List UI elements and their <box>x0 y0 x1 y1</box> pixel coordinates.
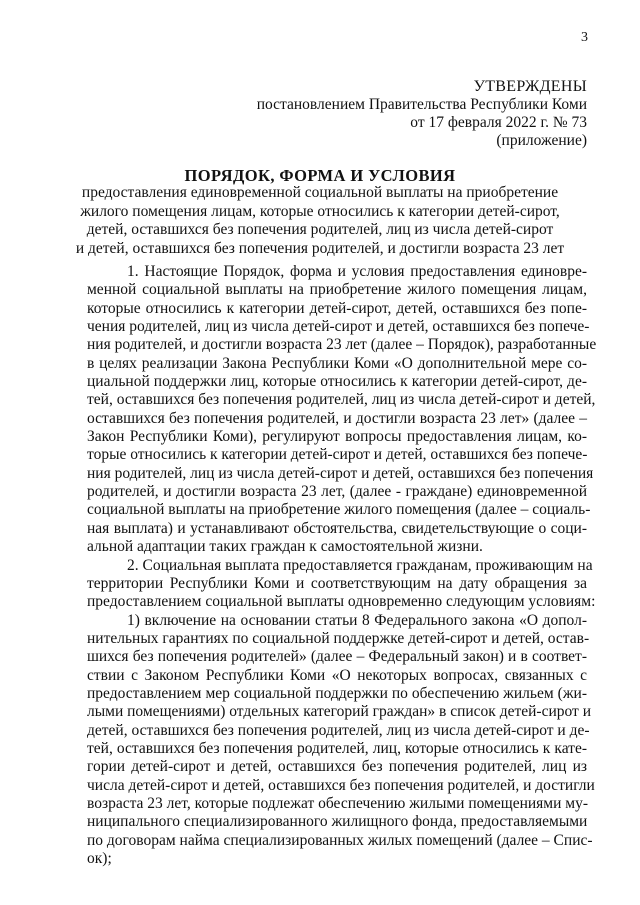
paragraph-3-line: ок); <box>87 850 112 867</box>
paragraph-3-line: шихся без попечения родителей» (далее – Федеральный закон) и в соответ- <box>87 648 587 666</box>
approval-block <box>257 78 587 150</box>
paragraph-3-line: по договорам найма специализированных жилых помещений (далее – Спис- <box>87 831 593 849</box>
paragraph-3-line: нительных гарантиях по социальной поддержке детей-сирот и детей, остав- <box>87 629 590 647</box>
paragraph-3-line: 1) включение на основании статьи 8 Федерального закона «О допол- <box>127 611 587 629</box>
document-body <box>87 263 597 868</box>
paragraph-1-line: циальной поддержки лиц, которые относились к категории детей-сирот, де- <box>87 373 587 391</box>
paragraph-1-line: социальной выплаты на приобретение жилого помещения (далее – социаль- <box>87 501 591 519</box>
approval-line-1: постановлением Правительства Республики Коми <box>256 96 587 113</box>
subtitle-line: предоставления единовременной социальной выплаты на приобретение <box>81 184 559 201</box>
paragraph-2-line: 2. Социальная выплата предоставляется гражданам, проживающим на <box>127 556 593 574</box>
paragraph-1-line: оставшихся без попечения родителей, и достигли возраста 23 лет» (далее – <box>87 409 587 427</box>
approval-line-3: (приложение) <box>496 132 587 149</box>
paragraph-3-line: предоставлением мер социальной поддержки по обеспечению жильем (жи- <box>87 684 587 702</box>
paragraph-3-line: тей, оставшихся без попечения родителей, лиц, которые относились к кате- <box>87 739 587 757</box>
subtitle-line: детей, оставшихся без попечения родителей, лиц из числа детей-сирот <box>86 221 554 238</box>
paragraph-2-line: предоставлением социальной выплаты одновременно следующим условиям: <box>87 593 596 611</box>
paragraph-1-line: тей, оставшихся без попечения родителей, лиц из числа детей-сирот и детей, <box>87 391 596 409</box>
paragraph-1-line: чения родителей, лиц из числа детей-сирот и детей, оставшихся без попече- <box>87 318 590 336</box>
approval-line-2: от 17 февраля 2022 г. № 73 <box>410 114 587 131</box>
paragraph-3-line: ствии с Законом Республики Коми «О некоторых вопросах, связанных с <box>87 666 587 684</box>
paragraph-1-line: торые относились к категории детей-сирот и детей, оставшихся без попече- <box>87 446 588 464</box>
paragraph-3-line: гории детей-сирот и детей, оставшихся без попечения родителей, лиц из <box>87 758 587 776</box>
paragraph-1-line: которые относились к категории детей-сирот, детей, оставшихся без попе- <box>87 299 587 317</box>
paragraph-3-line: числа детей-сирот и детей, оставшихся без попечения родителей, и достигли <box>87 776 595 794</box>
paragraph-1-line: менной социальной выплаты на приобретение жилого помещения лицам, <box>87 281 587 299</box>
paragraph-3-line: ниципального специализированного жилищного фонда, предоставляемыми <box>87 813 588 831</box>
paragraph-1-line: ная выплата) и устанавливают обстоятельства, свидетельствующие о соци- <box>87 519 587 537</box>
subtitle-line: и детей, оставшихся без попечения родителей, и достигли возраста 23 лет <box>75 239 565 257</box>
paragraph-3-line: детей, оставшихся без попечения родителей, лиц из числа детей-сирот и де- <box>87 721 590 739</box>
paragraph-1-line: ния родителей, лиц из числа детей-сирот и детей, оставшихся без попечения <box>87 464 594 482</box>
paragraph-2-line: территории Республики Коми и соответствующим на дату обращения за <box>87 574 587 592</box>
paragraph-1-line: родителей, и достигли возраста 23 лет, (далее - граждане) единовременной <box>87 483 587 501</box>
paragraph-1-line: Закон Республики Коми), регулируют вопросы предоставления лицам, ко- <box>87 428 587 446</box>
approval-stamp: УТВЕРЖДЕНЫ <box>473 78 587 95</box>
paragraph-1-line: альной адаптации таких граждан к самостоятельной жизни. <box>87 538 483 556</box>
document-title: ПОРЯДОК, ФОРМА И УСЛОВИЯ <box>184 166 456 185</box>
paragraph-3-line: лыми помещениями) отдельных категорий граждан» в список детей-сирот и <box>87 703 591 721</box>
paragraph-1-line: в целях реализации Закона Республики Коми «О дополнительной мере со- <box>87 354 587 372</box>
paragraph-1-line: ния родителей, и достигли возраста 23 лет (далее – Порядок), разработанные <box>87 336 597 354</box>
page-number: 3 <box>581 30 588 45</box>
paragraph-1-line: 1. Настоящие Порядок, форма и условия предоставления единовре- <box>127 263 587 280</box>
document-subtitle <box>0 184 640 258</box>
subtitle-line: жилого помещения лицам, которые относились к категории детей-сирот, <box>80 202 560 220</box>
paragraph-3-line: возраста 23 лет, которые подлежат обеспечению жилыми помещениями му- <box>87 794 589 812</box>
